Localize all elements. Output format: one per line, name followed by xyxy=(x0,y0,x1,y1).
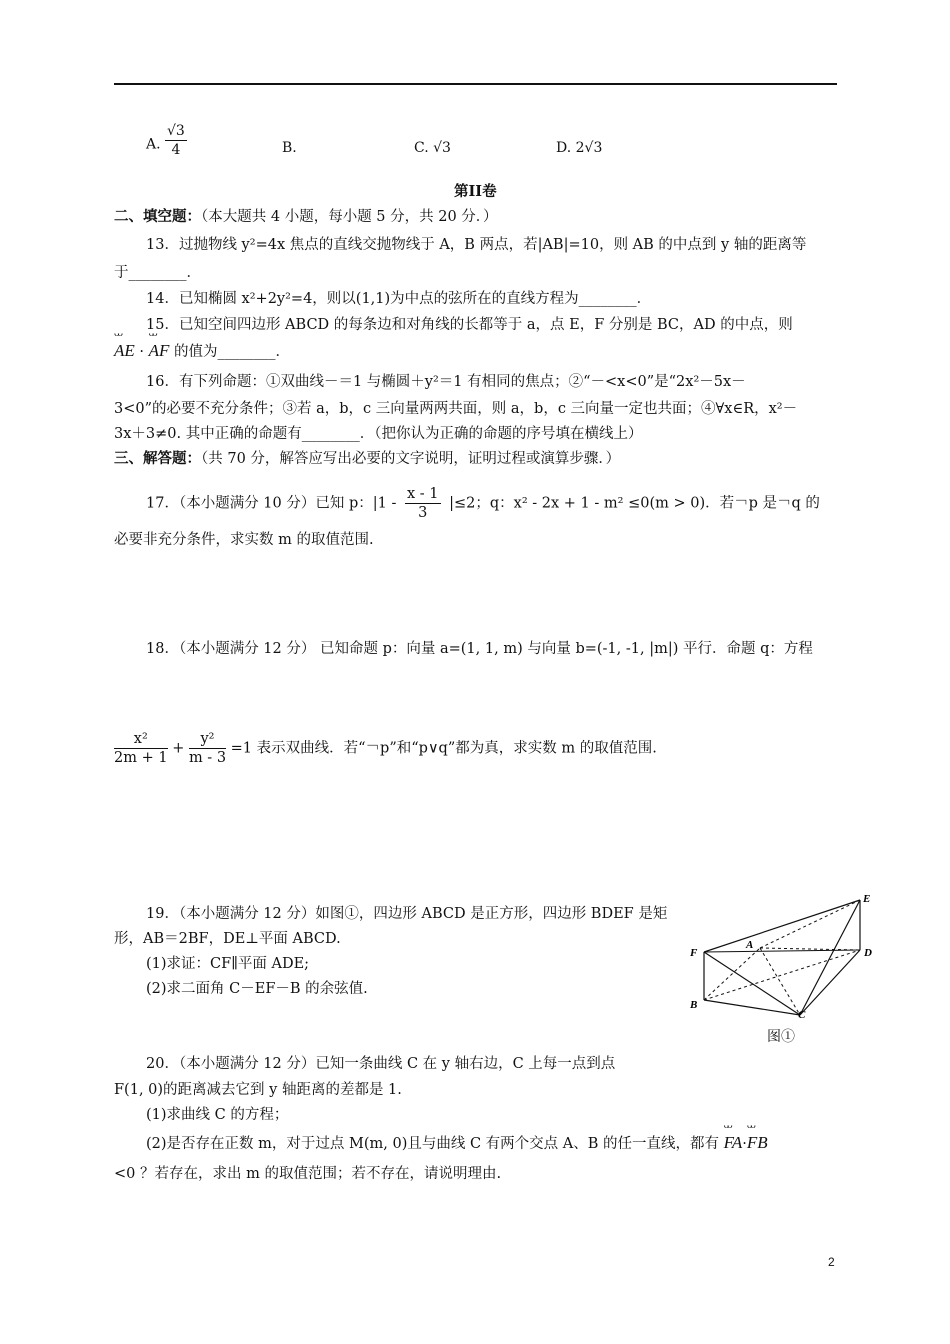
q18-f2-numerator: y² xyxy=(189,730,226,749)
vector-ae: ᴗᴗ AE xyxy=(114,341,135,361)
q20-line5: <0 ？若存在，求出 m 的取值范围；若不存在，请说明理由. xyxy=(114,1166,502,1182)
edge-ba xyxy=(704,948,760,1000)
q16-line1: 16．有下列命题：①双曲线－＝1 与椭圆＋y²＝1 有相同的焦点；②“－<x<0”是“2x²－5x－ xyxy=(146,374,746,390)
q15-line2 xyxy=(114,340,290,361)
q18-equals: =1 xyxy=(230,740,253,757)
header-rule xyxy=(114,83,837,85)
q20-line2: F(1, 0)的距离减去它到 y 轴距离的差都是 1. xyxy=(114,1082,402,1098)
q17-prefix: 17．（本小题满分 10 分）已知 p：|1 - xyxy=(146,495,397,512)
option-b: B. xyxy=(282,140,297,156)
option-a xyxy=(146,123,187,163)
q17-denominator: 3 xyxy=(418,505,428,521)
figure-caption: 图① xyxy=(767,1029,795,1045)
edge-ae xyxy=(760,900,860,948)
q17-line1 xyxy=(146,485,820,522)
q13-line2: 于________． xyxy=(114,265,201,281)
q18-f2-denominator: m - 3 xyxy=(188,750,227,766)
q18-line2 xyxy=(114,730,657,767)
page-number: 2 xyxy=(828,1255,835,1269)
label-a: A xyxy=(746,939,754,951)
option-d: D. 2√3 xyxy=(556,140,603,156)
q18-line1: 18．（本小题满分 12 分） 已知命题 p：向量 a=(1, 1, m) 与向量 b=(-1, -1, |m|) 平行．命题 q：方程 xyxy=(146,641,813,657)
label-e: E xyxy=(863,893,871,905)
section3-heading-label: 三、解答题： xyxy=(114,450,201,467)
section3-heading xyxy=(114,447,620,468)
option-a-fraction xyxy=(165,122,187,159)
q15-line1: 15．已知空间四边形 ABCD 的每条边和对角线的长都等于 a，点 E，F 分别是 BC，AD 的中点，则 xyxy=(146,317,793,333)
q19-line3: (1)求证：CF∥平面 ADE; xyxy=(146,956,310,972)
section2-heading-label: 二、填空题： xyxy=(114,208,201,225)
q17-line2: 必要非充分条件，求实数 m 的取值范围. xyxy=(114,532,374,548)
q19-line1: 19．（本小题满分 12 分）如图①，四边形 ABCD 是正方形，四边形 BDEF 是矩 xyxy=(146,906,668,922)
q19-figure xyxy=(680,890,880,1020)
section2-heading xyxy=(114,205,498,226)
q20-line1: 20．（本小题满分 12 分）已知一条曲线 C 在 y 轴右边，C 上每一点到点 xyxy=(146,1056,616,1072)
option-a-label: A. xyxy=(146,136,161,153)
q18-line2-text: 表示双曲线．若“￢p”和“p∨q”都为真，求实数 m 的取值范围. xyxy=(256,740,657,757)
q18-fraction-2 xyxy=(189,730,226,767)
q13-line1: 13．过抛物线 y²=4x 焦点的直线交抛物线于 A，B 两点，若|AB|=10，则 AB 的中点到 y 轴的距离等 xyxy=(146,237,807,253)
q19-line4: (2)求二面角 C－EF－B 的余弦值. xyxy=(146,981,368,997)
vector-fb: ᴗᴗ FB xyxy=(747,1133,768,1153)
q16-line3: 3x＋3≠0. 其中正确的命题有________．（把你认为正确的命题的序号填在横线上） xyxy=(114,426,643,442)
label-f: F xyxy=(690,947,698,959)
label-d: D xyxy=(864,947,872,959)
q18-f1-numerator: x² xyxy=(114,730,168,749)
dot-operator-2: · xyxy=(742,1136,747,1152)
q20-line4-text: (2)是否存在正数 m，对于过点 M(m, 0)且与曲线 C 有两个交点 A、B 的任一直线，都有 xyxy=(146,1136,720,1152)
q18-plus: + xyxy=(172,740,185,757)
option-a-numerator: √3 xyxy=(167,123,185,139)
q18-f1-denominator: 2m + 1 xyxy=(114,750,168,766)
section2-title: 第II卷 xyxy=(454,183,497,200)
edge-fd xyxy=(704,950,860,952)
dot-operator: · xyxy=(139,344,144,360)
q14-line1: 14．已知椭圆 x²+2y²=4，则以(1,1)为中点的弦所在的直线方程为________． xyxy=(146,291,652,307)
vector-fa: ᴗᴗ FA xyxy=(724,1133,743,1153)
section2-heading-note: （本大题共 4 小题，每小题 5 分，共 20 分．） xyxy=(201,209,498,225)
section3-heading-note: （共 70 分，解答应写出必要的文字说明，证明过程或演算步骤．） xyxy=(201,451,621,467)
edge-fc xyxy=(704,952,800,1015)
option-c: C. √3 xyxy=(414,140,451,156)
edge-ac xyxy=(760,948,800,1015)
edge-ad xyxy=(760,948,860,950)
edge-bc xyxy=(704,1000,800,1015)
q20-line3: (1)求曲线 C 的方程； xyxy=(146,1107,289,1123)
vector-af: ᴗᴗ AF xyxy=(149,341,170,361)
q17-numerator: x - 1 xyxy=(407,486,439,502)
q17-suffix: |≤2；q：x² - 2x + 1 - m² ≤0(m > 0)．若￢p 是￢q 的 xyxy=(449,495,820,512)
option-a-denominator: 4 xyxy=(171,142,181,158)
q18-fraction-1 xyxy=(114,730,168,767)
label-c: C xyxy=(798,1009,806,1020)
q17-fraction xyxy=(405,485,441,522)
label-b: B xyxy=(690,999,698,1011)
q15-line2-text: 的值为________． xyxy=(174,344,290,360)
q16-line2: 3<0”的必要不充分条件；③若 a，b，c 三向量两两共面，则 a，b，c 三向量一定也共面；④∀x∈R，x²－ xyxy=(114,401,798,417)
q19-line2: 形，AB＝2BF，DE⊥平面 ABCD. xyxy=(114,931,341,947)
q20-line4 xyxy=(146,1132,768,1153)
